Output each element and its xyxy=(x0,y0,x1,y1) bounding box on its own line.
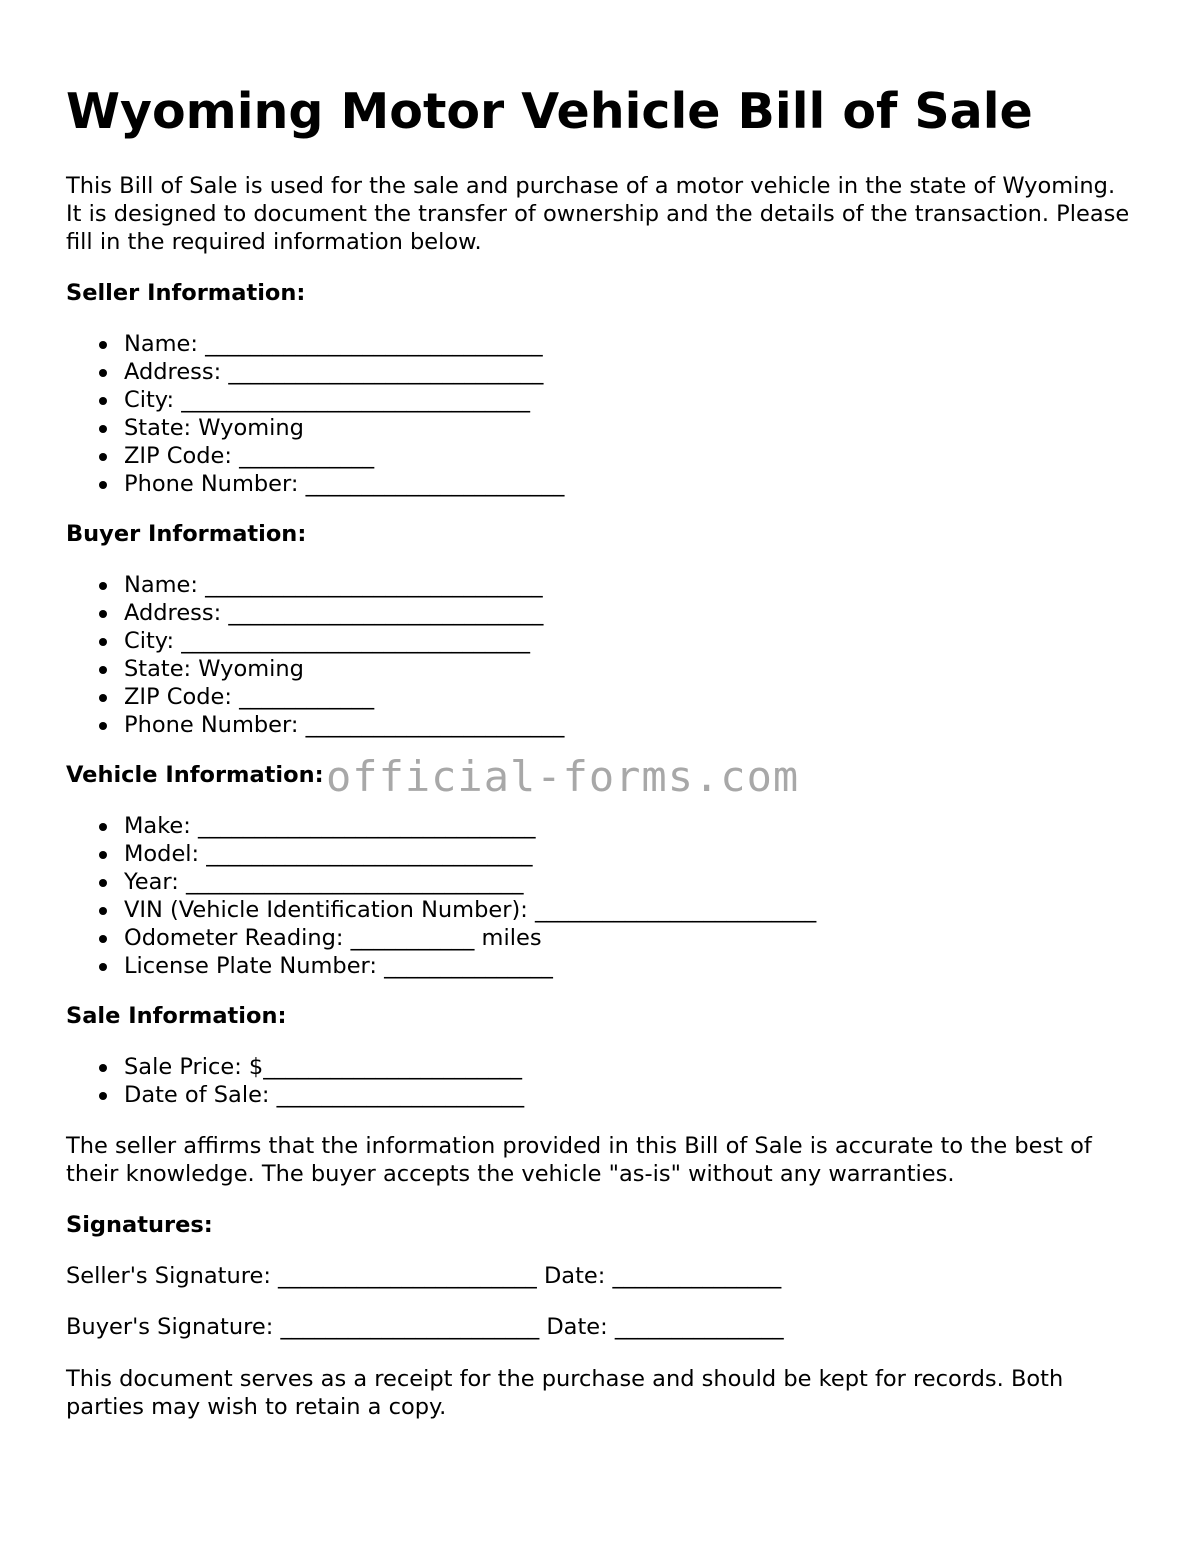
bullet-icon xyxy=(99,425,107,433)
seller-phone-field[interactable]: Phone Number: _______________________ xyxy=(66,470,1136,498)
bullet-icon xyxy=(99,694,107,702)
bullet-icon xyxy=(99,582,107,590)
vehicle-year-field[interactable]: Year: ______________________________ xyxy=(66,868,1136,896)
sale-heading: Sale Information: xyxy=(66,1003,287,1029)
seller-state-field: State: Wyoming xyxy=(66,414,1136,442)
vehicle-model-field[interactable]: Model: _____________________________ xyxy=(66,840,1136,868)
intro-paragraph: This Bill of Sale is used for the sale and purchase of a motor vehicle in the state of Wyoming. It is designed to document the transfer of ownership and the details of the transaction. Please fill in the required information below. xyxy=(66,173,1130,255)
vehicle-plate-field[interactable]: License Plate Number: _______________ xyxy=(66,952,1136,980)
bullet-icon xyxy=(99,722,107,730)
bullet-icon xyxy=(99,963,107,971)
footer-paragraph: This document serves as a receipt for the purchase and should be kept for records. Both parties may wish to retain a copy. xyxy=(66,1366,1064,1420)
seller-name-field[interactable]: Name: ______________________________ xyxy=(66,330,1136,358)
buyer-phone-field[interactable]: Phone Number: _______________________ xyxy=(66,711,1136,739)
affirmation-block xyxy=(66,1132,1136,1188)
bullet-icon xyxy=(99,481,107,489)
bullet-icon xyxy=(99,823,107,831)
bullet-icon xyxy=(99,907,107,915)
bullet-icon xyxy=(99,935,107,943)
seller-zip-field[interactable]: ZIP Code: ____________ xyxy=(66,442,1136,470)
vehicle-heading: Vehicle Information: xyxy=(66,762,324,788)
vehicle-list xyxy=(66,812,1136,980)
buyer-city-field[interactable]: City: _______________________________ xyxy=(66,627,1136,655)
bullet-icon xyxy=(99,666,107,674)
document-title: Wyoming Motor Vehicle Bill of Sale xyxy=(66,83,1033,140)
watermark-text: official-forms.com xyxy=(326,752,800,801)
signatures-section xyxy=(66,1211,1136,1341)
bullet-icon xyxy=(99,369,107,377)
sale-date-field[interactable]: Date of Sale: ______________________ xyxy=(66,1081,1136,1109)
buyer-section xyxy=(66,520,1136,739)
buyer-address-field[interactable]: Address: ____________________________ xyxy=(66,599,1136,627)
seller-section xyxy=(66,279,1136,498)
seller-city-field[interactable]: City: _______________________________ xyxy=(66,386,1136,414)
seller-address-field[interactable]: Address: ____________________________ xyxy=(66,358,1136,386)
bullet-icon xyxy=(99,341,107,349)
intro-paragraph-block xyxy=(66,172,1136,256)
buyer-zip-field[interactable]: ZIP Code: ____________ xyxy=(66,683,1136,711)
sale-list xyxy=(66,1053,1136,1109)
vehicle-vin-field[interactable]: VIN (Vehicle Identification Number): _________________________ xyxy=(66,896,1136,924)
seller-signature-line[interactable]: Seller's Signature: _______________________ Date: _______________ xyxy=(66,1263,782,1289)
buyer-list xyxy=(66,571,1136,739)
bullet-icon xyxy=(99,397,107,405)
signatures-heading: Signatures: xyxy=(66,1212,213,1238)
bullet-icon xyxy=(99,453,107,461)
buyer-signature-line[interactable]: Buyer's Signature: _______________________ Date: _______________ xyxy=(66,1314,784,1340)
bullet-icon xyxy=(99,879,107,887)
bullet-icon xyxy=(99,638,107,646)
seller-heading: Seller Information: xyxy=(66,280,306,306)
vehicle-odometer-field[interactable]: Odometer Reading: ___________ miles xyxy=(66,924,1136,952)
sale-section xyxy=(66,1002,1136,1109)
bullet-icon xyxy=(99,1092,107,1100)
affirmation-paragraph: The seller affirms that the information provided in this Bill of Sale is accurate to the best of their knowledge. The buyer accepts the vehicle "as-is" without any warranties. xyxy=(66,1133,1092,1187)
buyer-name-field[interactable]: Name: ______________________________ xyxy=(66,571,1136,599)
buyer-heading: Buyer Information: xyxy=(66,521,307,547)
footer-block xyxy=(66,1365,1136,1421)
bullet-icon xyxy=(99,610,107,618)
seller-list xyxy=(66,330,1136,498)
bullet-icon xyxy=(99,1064,107,1072)
bullet-icon xyxy=(99,851,107,859)
vehicle-make-field[interactable]: Make: ______________________________ xyxy=(66,812,1136,840)
buyer-state-field: State: Wyoming xyxy=(66,655,1136,683)
sale-price-field[interactable]: Sale Price: $_______________________ xyxy=(66,1053,1136,1081)
